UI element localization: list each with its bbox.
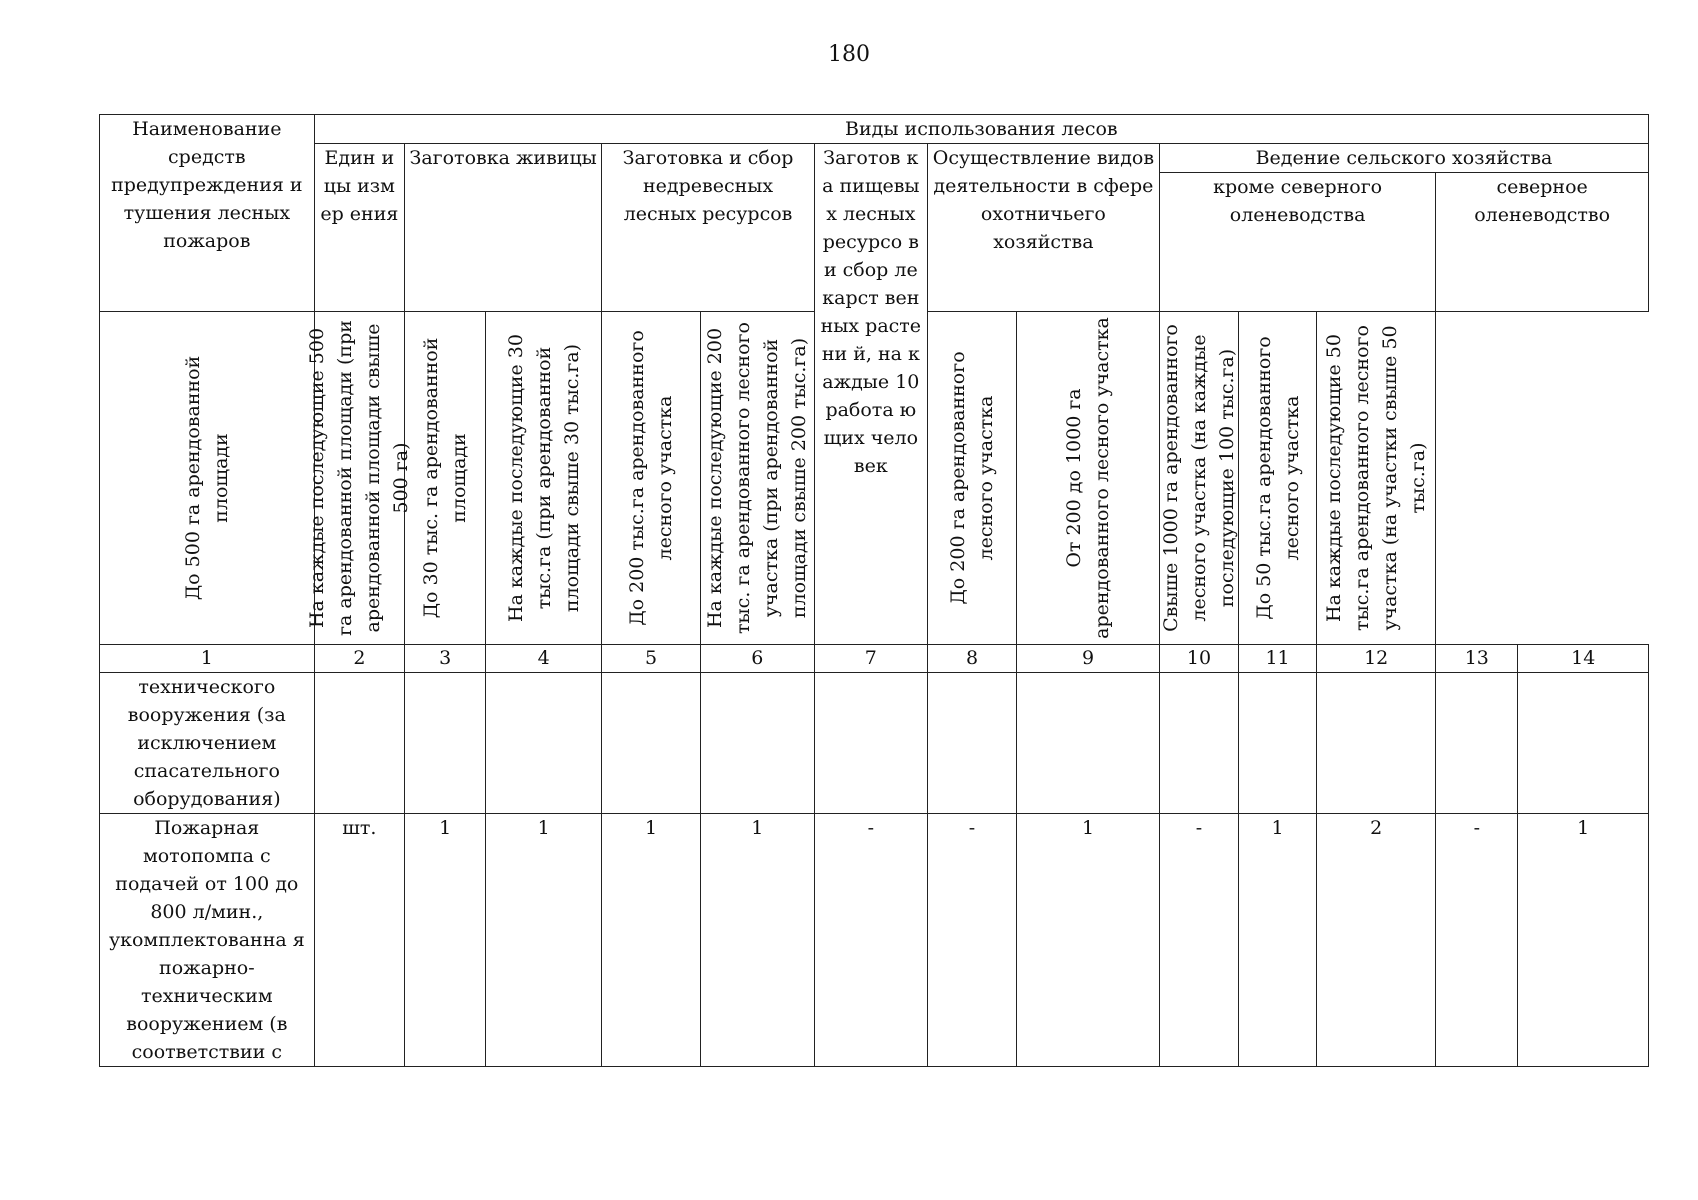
row-name: технического вооружения (за исключением спасательного оборудования) — [100, 673, 315, 814]
column-number: 6 — [700, 645, 814, 673]
header-food — [814, 144, 927, 645]
sub-header-14-text: На каждые последующие 50 тыс.га арендованного лесного участка (на участки свыше 50 тыс.га) — [1323, 325, 1430, 631]
column-number: 10 — [1159, 645, 1238, 673]
row-value — [602, 673, 701, 814]
sub-header-13-text: До 50 тыс.га арендованного лесного участка — [1252, 336, 1303, 620]
row-value: - — [814, 814, 927, 1067]
row-value: - — [1436, 814, 1518, 1067]
sub-header-5 — [405, 312, 486, 645]
row-name: Пожарная мотопомпа с подачей от 100 до 800 л/мин., укомплектованна я пожарно-техническим вооружением (в соответствии с — [100, 814, 315, 1067]
column-number: 9 — [1017, 645, 1160, 673]
row-value: 1 — [602, 814, 701, 1067]
header-units — [314, 144, 404, 312]
forest-fire-equipment-table — [99, 114, 1649, 1067]
header-reindeer — [1436, 173, 1649, 312]
header-units-text: Един ицы измер ения — [320, 147, 399, 225]
header-hunting-text: Осуществление видов деятельности в сфере охотничьего хозяйства — [932, 147, 1155, 253]
header-name-col — [100, 115, 315, 312]
row-value: 1 — [486, 814, 602, 1067]
column-number: 2 — [314, 645, 404, 673]
sub-header-9 — [700, 312, 814, 645]
sub-header-14 — [1317, 312, 1436, 645]
row-value — [1159, 673, 1238, 814]
header-forest-use-types — [314, 115, 1648, 144]
column-number-row — [100, 645, 1649, 673]
row-value — [1317, 673, 1436, 814]
header-agriculture-text: Ведение сельского хозяйства — [1255, 147, 1553, 169]
sub-header-4 — [306, 312, 413, 645]
row-value — [1436, 673, 1518, 814]
column-number: 8 — [927, 645, 1016, 673]
sub-header-11 — [1017, 312, 1160, 645]
sub-header-3 — [100, 312, 315, 645]
sub-header-12 — [1159, 312, 1238, 645]
column-number: 7 — [814, 645, 927, 673]
header-resin-text: Заготовка живицы — [409, 147, 597, 169]
row-value — [700, 673, 814, 814]
sub-header-5-text: До 30 тыс. га арендованной площади — [420, 337, 471, 619]
sub-header-8 — [602, 312, 701, 645]
sub-header-13 — [1239, 312, 1317, 645]
header-non-timber-text: Заготовка и сбор недревесных лесных ресурсов — [622, 147, 794, 225]
sub-header-6 — [486, 312, 602, 645]
header-forest-use-types-text: Виды использования лесов — [845, 118, 1118, 140]
row-value — [1017, 673, 1160, 814]
column-number: 3 — [405, 645, 486, 673]
column-number: 13 — [1436, 645, 1518, 673]
row-value: 1 — [1239, 814, 1317, 1067]
row-value — [814, 673, 927, 814]
table-row — [100, 814, 1649, 1067]
header-resin — [405, 144, 602, 312]
column-number: 1 — [100, 645, 315, 673]
sub-header-4-text: На каждые последующие 500 га арендованной площади (при арендованной площади свыше 500 га) — [306, 320, 413, 636]
row-unit: шт. — [314, 814, 404, 1067]
row-unit — [314, 673, 404, 814]
column-number: 14 — [1518, 645, 1649, 673]
row-value — [1239, 673, 1317, 814]
header-name-col-text: Наименование средств предупреждения и тушения лесных пожаров — [111, 118, 303, 252]
row-value: 1 — [405, 814, 486, 1067]
sub-header-10 — [927, 312, 1016, 645]
column-number: 4 — [486, 645, 602, 673]
table-row — [100, 673, 1649, 814]
sub-header-10-text: До 200 га арендованного лесного участка — [947, 351, 997, 605]
sub-header-6-text: На каждые последующие 30 тыс.га (при арендованной площади свыше 30 тыс.га) — [504, 334, 583, 622]
column-number: 11 — [1239, 645, 1317, 673]
row-value — [405, 673, 486, 814]
header-hunting — [927, 144, 1159, 312]
sub-header-12-text: Свыше 1000 га арендованного лесного участка (на каждые последующие 100 тыс.га) — [1159, 324, 1238, 632]
sub-header-9-text: На каждые последующие 200 тыс. га арендованного лесного участка (при арендованной площади свыше 200 тыс.га) — [704, 322, 811, 634]
row-value: 2 — [1317, 814, 1436, 1067]
column-number: 12 — [1317, 645, 1436, 673]
row-value — [1518, 673, 1649, 814]
header-agriculture — [1159, 144, 1648, 173]
row-value: - — [1159, 814, 1238, 1067]
page-number: 180 — [828, 42, 870, 67]
header-food-text: Заготов ка пищевы х лесных ресурсо в и сбор лекарст венных растени й, на каждые 10 работа ющих человек — [820, 147, 922, 477]
row-value: 1 — [1017, 814, 1160, 1067]
header-non-timber — [602, 144, 815, 312]
row-value — [927, 673, 1016, 814]
header-reindeer-text: северное оленеводство — [1474, 176, 1611, 226]
header-except-reindeer — [1159, 173, 1435, 312]
header-except-reindeer-text: кроме северного оленеводства — [1213, 176, 1383, 226]
row-value: - — [927, 814, 1016, 1067]
sub-header-3-text: До 500 га арендованной площади — [181, 355, 232, 601]
row-value: 1 — [1518, 814, 1649, 1067]
sub-header-8-text: До 200 тыс.га арендованного лесного участка — [626, 330, 677, 626]
row-value — [486, 673, 602, 814]
sub-header-11-text: От 200 до 1000 га арендованного лесного участка — [1063, 317, 1114, 639]
column-number: 5 — [602, 645, 701, 673]
row-value: 1 — [700, 814, 814, 1067]
